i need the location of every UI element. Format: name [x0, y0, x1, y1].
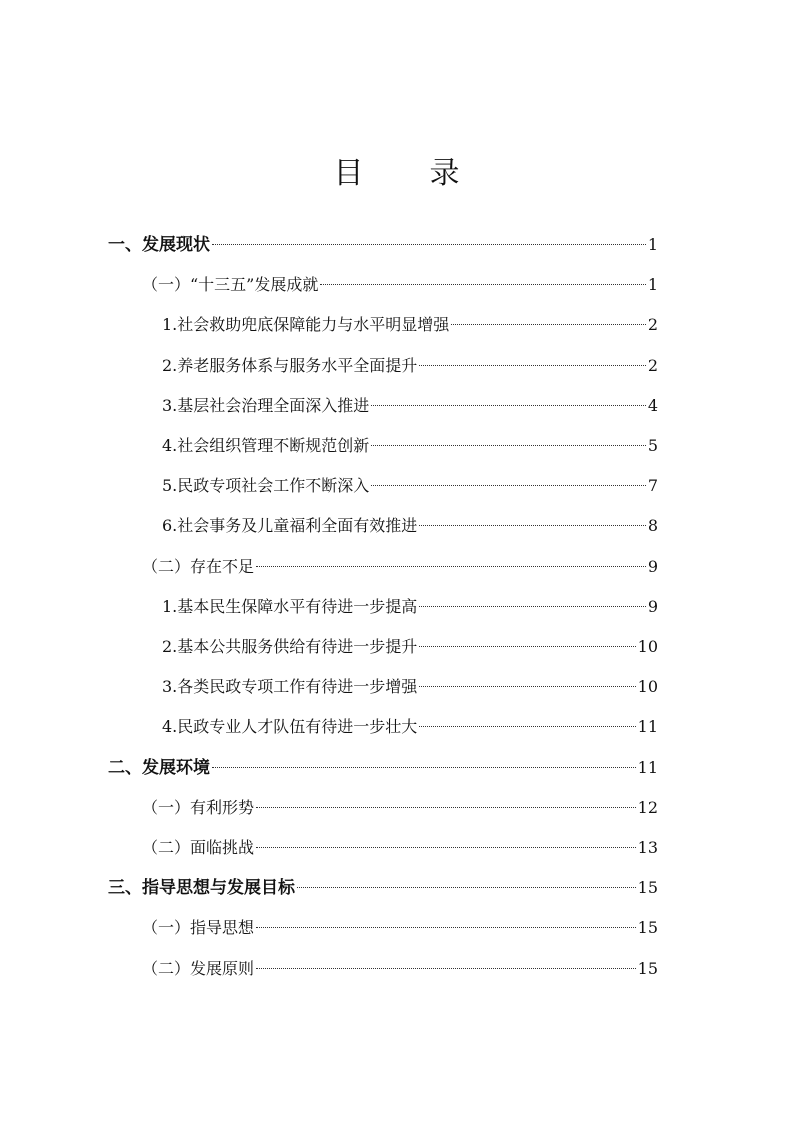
toc-page-number: 2 [647, 315, 658, 335]
toc-entry-label: 2.养老服务体系与服务水平全面提升 [162, 355, 418, 375]
toc-entry-label: 二、发展环境 [108, 757, 210, 778]
title-char-2: 录 [429, 156, 460, 191]
toc-page-number: 15 [637, 878, 658, 898]
toc-entry[interactable] [162, 393, 658, 419]
toc-dot-leader [256, 566, 646, 567]
toc-dot-leader [451, 324, 646, 325]
toc-page-number: 10 [637, 677, 658, 697]
toc-dot-leader [256, 968, 636, 969]
toc-entry[interactable] [108, 755, 658, 781]
toc-entry[interactable] [162, 714, 658, 740]
toc-dot-leader [419, 726, 635, 727]
toc-entry-label: （二）发展原则 [142, 958, 255, 978]
toc-entry[interactable] [162, 433, 658, 459]
toc-dot-leader [419, 646, 635, 647]
toc-dot-leader [256, 807, 636, 808]
toc-entry[interactable] [142, 956, 658, 982]
toc-entry-label: （二）面临挑战 [142, 838, 255, 857]
toc-entry-label: 1.基本民生保障水平有待进一步提高 [162, 596, 418, 616]
toc-page-number: 5 [647, 436, 658, 455]
toc-page-number: 1 [647, 275, 658, 295]
toc-dot-leader [371, 485, 646, 486]
toc-entry[interactable] [162, 594, 658, 620]
toc-dot-leader [371, 445, 646, 446]
toc-entry[interactable] [162, 312, 658, 338]
toc-page-number: 15 [637, 918, 658, 938]
toc-entry[interactable] [142, 835, 658, 861]
toc-entry-label: 4.民政专业人才队伍有待进一步壮大 [162, 717, 418, 737]
toc-dot-leader [419, 365, 646, 366]
toc-entry-label: 1.社会救助兜底保障能力与水平明显增强 [162, 315, 450, 335]
toc-page-number: 9 [647, 596, 658, 616]
toc-page-number: 2 [647, 355, 658, 375]
title-char-1: 目 [333, 156, 364, 191]
toc-entry-label: 2.基本公共服务供给有待进一步提升 [162, 637, 418, 656]
toc-page-number: 11 [637, 757, 658, 777]
toc-entry[interactable] [162, 473, 658, 499]
toc-entry[interactable] [142, 915, 658, 941]
toc-entry-label: 6.社会事务及儿童福利全面有效推进 [162, 516, 418, 536]
toc-dot-leader [212, 244, 646, 245]
toc-page-number: 13 [637, 838, 658, 857]
toc-entry[interactable] [108, 875, 658, 901]
toc-entry[interactable] [142, 554, 658, 580]
page-title [0, 148, 793, 192]
toc-page-number: 15 [637, 958, 658, 978]
toc-dot-leader [419, 525, 646, 526]
toc-entry-label: （一）指导思想 [142, 918, 255, 938]
toc-dot-leader [371, 405, 646, 406]
toc-dot-leader [256, 927, 636, 928]
toc-entry[interactable] [108, 232, 658, 258]
toc-page-number: 8 [647, 516, 658, 536]
toc-dot-leader [320, 284, 645, 285]
toc-page-number: 1 [647, 235, 658, 254]
toc-entry[interactable] [162, 634, 658, 660]
toc-page-number: 12 [637, 797, 658, 817]
toc-dot-leader [256, 847, 636, 848]
toc-entry[interactable] [142, 272, 658, 298]
toc-entry[interactable] [142, 795, 658, 821]
toc-page-number: 10 [637, 637, 658, 656]
toc-entry-label: 4.社会组织管理不断规范创新 [162, 436, 370, 455]
toc-page-number: 7 [647, 476, 658, 496]
toc-dot-leader [297, 887, 636, 888]
toc-entry-label: （一）“十三五”发展成就 [142, 275, 319, 295]
toc-page-number: 9 [647, 556, 658, 576]
toc-page-number: 4 [647, 395, 658, 415]
toc-entry[interactable] [162, 353, 658, 379]
toc-page-number: 11 [637, 717, 658, 737]
toc-dot-leader [419, 606, 646, 607]
toc-entry-label: （二）存在不足 [142, 556, 255, 576]
toc-entry[interactable] [162, 674, 658, 700]
toc-entry-label: 3.各类民政专项工作有待进一步增强 [162, 677, 418, 697]
toc-dot-leader [212, 767, 636, 768]
toc-entry-label: 三、指导思想与发展目标 [108, 878, 295, 899]
toc-entry-label: 5.民政专项社会工作不断深入 [162, 476, 370, 496]
toc-entry-label: 一、发展现状 [108, 235, 210, 255]
toc-dot-leader [419, 686, 635, 687]
toc-entry[interactable] [162, 513, 658, 539]
toc-entry-label: （一）有利形势 [142, 797, 255, 817]
toc-entry-label: 3.基层社会治理全面深入推进 [162, 395, 370, 415]
